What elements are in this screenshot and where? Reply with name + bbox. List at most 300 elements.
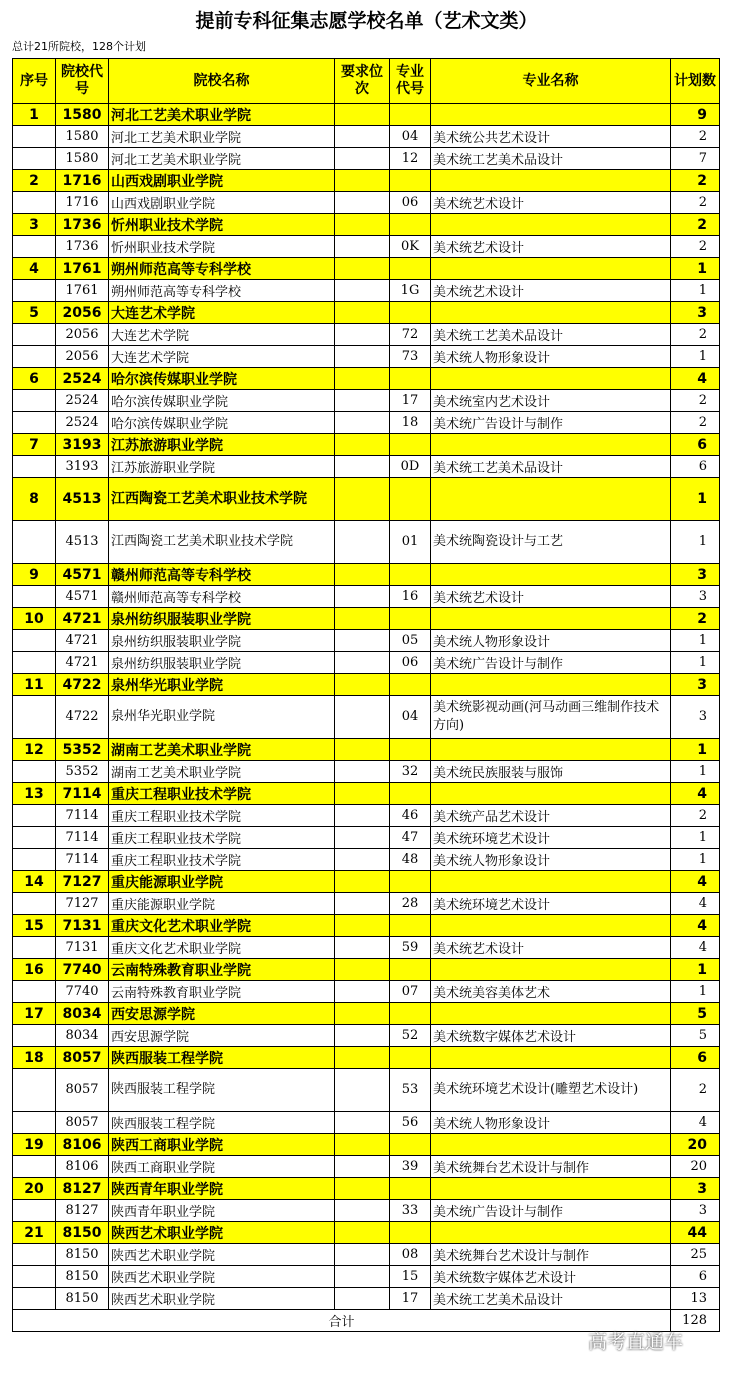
cell-school-code: 4722 xyxy=(56,674,109,696)
cell-school-name: 河北工艺美术职业学院 xyxy=(109,104,335,126)
school-group-row xyxy=(13,608,720,630)
cell-school-name: 重庆文化艺术职业学院 xyxy=(109,937,335,959)
cell-plan-count: 1 xyxy=(671,521,720,564)
school-group-row xyxy=(13,104,720,126)
cell-major-code: 53 xyxy=(390,1069,431,1112)
cell-seq xyxy=(13,1266,56,1288)
cell-seq xyxy=(13,324,56,346)
cell-seq xyxy=(13,981,56,1003)
cell-required-rank xyxy=(335,478,390,521)
cell-major-name: 美术统工艺美术品设计 xyxy=(431,148,671,170)
cell-required-rank xyxy=(335,696,390,739)
cell-major-code xyxy=(390,1003,431,1025)
cell-major-name: 美术统数字媒体艺术设计 xyxy=(431,1025,671,1047)
cell-required-rank xyxy=(335,1178,390,1200)
major-detail-row xyxy=(13,1266,720,1288)
major-detail-row xyxy=(13,849,720,871)
school-list-table xyxy=(12,58,720,1332)
major-detail-row xyxy=(13,1069,720,1112)
cell-school-code: 4513 xyxy=(56,521,109,564)
cell-plan-count: 1 xyxy=(671,346,720,368)
cell-school-name: 云南特殊教育职业学院 xyxy=(109,981,335,1003)
cell-school-name: 陕西工商职业学院 xyxy=(109,1156,335,1178)
cell-school-name: 忻州职业技术学院 xyxy=(109,236,335,258)
cell-major-code: 59 xyxy=(390,937,431,959)
summary-text: 总计21所院校，128个计划 xyxy=(12,40,146,53)
cell-plan-count: 4 xyxy=(671,893,720,915)
cell-seq xyxy=(13,1025,56,1047)
cell-plan-count: 3 xyxy=(671,674,720,696)
cell-major-name xyxy=(431,739,671,761)
cell-school-name: 山西戏剧职业学院 xyxy=(109,192,335,214)
cell-school-name: 陕西服装工程学院 xyxy=(109,1112,335,1134)
cell-required-rank xyxy=(335,346,390,368)
cell-school-code: 4721 xyxy=(56,652,109,674)
table-header xyxy=(13,59,720,104)
cell-plan-count: 2 xyxy=(671,214,720,236)
cell-school-code: 5352 xyxy=(56,761,109,783)
cell-school-code: 8106 xyxy=(56,1134,109,1156)
cell-school-name: 大连艺术学院 xyxy=(109,346,335,368)
cell-seq xyxy=(13,192,56,214)
cell-plan-count: 3 xyxy=(671,586,720,608)
cell-plan-count: 1 xyxy=(671,630,720,652)
cell-school-name: 江西陶瓷工艺美术职业技术学院 xyxy=(109,521,335,564)
cell-seq: 8 xyxy=(13,478,56,521)
cell-major-code xyxy=(390,1222,431,1244)
cell-major-name xyxy=(431,674,671,696)
cell-major-code: 05 xyxy=(390,630,431,652)
cell-seq xyxy=(13,148,56,170)
cell-major-code xyxy=(390,871,431,893)
cell-school-name: 湖南工艺美术职业学院 xyxy=(109,761,335,783)
cell-major-name: 美术统人物形象设计 xyxy=(431,630,671,652)
cell-major-code: 08 xyxy=(390,1244,431,1266)
cell-required-rank xyxy=(335,324,390,346)
major-detail-row xyxy=(13,586,720,608)
cell-school-code: 8057 xyxy=(56,1112,109,1134)
cell-plan-count: 2 xyxy=(671,170,720,192)
cell-required-rank xyxy=(335,1288,390,1310)
school-group-row xyxy=(13,478,720,521)
cell-school-name: 江苏旅游职业学院 xyxy=(109,434,335,456)
cell-major-code: 28 xyxy=(390,893,431,915)
cell-major-name xyxy=(431,434,671,456)
school-group-row xyxy=(13,214,720,236)
cell-seq: 20 xyxy=(13,1178,56,1200)
cell-school-name: 忻州职业技术学院 xyxy=(109,214,335,236)
cell-required-rank xyxy=(335,258,390,280)
cell-seq xyxy=(13,1244,56,1266)
cell-major-code: 04 xyxy=(390,696,431,739)
cell-seq xyxy=(13,280,56,302)
cell-major-code xyxy=(390,959,431,981)
cell-required-rank xyxy=(335,1112,390,1134)
cell-school-code: 8150 xyxy=(56,1222,109,1244)
cell-required-rank xyxy=(335,456,390,478)
cell-required-rank xyxy=(335,608,390,630)
cell-seq xyxy=(13,1156,56,1178)
major-detail-row xyxy=(13,280,720,302)
cell-major-name: 美术统艺术设计 xyxy=(431,937,671,959)
cell-major-code xyxy=(390,1178,431,1200)
cell-school-code: 2056 xyxy=(56,324,109,346)
header-major-code: 专业代号 xyxy=(390,59,431,104)
cell-major-code xyxy=(390,1047,431,1069)
cell-major-name xyxy=(431,608,671,630)
cell-major-code: 07 xyxy=(390,981,431,1003)
cell-major-name: 美术统环境艺术设计 xyxy=(431,893,671,915)
cell-major-name xyxy=(431,915,671,937)
cell-major-code xyxy=(390,739,431,761)
cell-school-code: 2524 xyxy=(56,412,109,434)
school-group-row xyxy=(13,1222,720,1244)
cell-major-name: 美术统舞台艺术设计与制作 xyxy=(431,1244,671,1266)
cell-major-code xyxy=(390,478,431,521)
cell-school-name: 湖南工艺美术职业学院 xyxy=(109,739,335,761)
cell-major-name xyxy=(431,1178,671,1200)
cell-major-code: 0K xyxy=(390,236,431,258)
cell-major-name: 美术统影视动画(河马动画三维制作技术方向) xyxy=(431,696,671,739)
cell-plan-count: 1 xyxy=(671,849,720,871)
cell-major-code: 06 xyxy=(390,652,431,674)
cell-required-rank xyxy=(335,434,390,456)
cell-required-rank xyxy=(335,214,390,236)
cell-required-rank xyxy=(335,104,390,126)
cell-required-rank xyxy=(335,915,390,937)
cell-school-code: 8057 xyxy=(56,1047,109,1069)
cell-school-name: 陕西艺术职业学院 xyxy=(109,1244,335,1266)
major-detail-row xyxy=(13,805,720,827)
cell-school-code: 1736 xyxy=(56,214,109,236)
cell-school-code: 4721 xyxy=(56,630,109,652)
cell-seq xyxy=(13,630,56,652)
cell-seq: 7 xyxy=(13,434,56,456)
cell-required-rank xyxy=(335,412,390,434)
cell-school-code: 8150 xyxy=(56,1266,109,1288)
cell-school-code: 8057 xyxy=(56,1069,109,1112)
cell-school-code: 8150 xyxy=(56,1244,109,1266)
cell-seq xyxy=(13,827,56,849)
cell-school-name: 江西陶瓷工艺美术职业技术学院 xyxy=(109,478,335,521)
cell-required-rank xyxy=(335,674,390,696)
cell-school-name: 重庆能源职业学院 xyxy=(109,871,335,893)
cell-major-code: 52 xyxy=(390,1025,431,1047)
cell-seq: 2 xyxy=(13,170,56,192)
cell-required-rank xyxy=(335,981,390,1003)
cell-plan-count: 4 xyxy=(671,937,720,959)
cell-school-name: 江苏旅游职业学院 xyxy=(109,456,335,478)
cell-required-rank xyxy=(335,783,390,805)
cell-school-name: 陕西艺术职业学院 xyxy=(109,1266,335,1288)
cell-plan-count: 44 xyxy=(671,1222,720,1244)
cell-school-name: 泉州纺织服装职业学院 xyxy=(109,608,335,630)
cell-school-name: 重庆工程职业技术学院 xyxy=(109,827,335,849)
header-required-rank: 要求位次 xyxy=(335,59,390,104)
cell-required-rank xyxy=(335,1025,390,1047)
cell-major-name: 美术统工艺美术品设计 xyxy=(431,1288,671,1310)
cell-required-rank xyxy=(335,1003,390,1025)
cell-school-code: 4513 xyxy=(56,478,109,521)
cell-school-code: 8127 xyxy=(56,1178,109,1200)
cell-seq xyxy=(13,937,56,959)
cell-plan-count: 2 xyxy=(671,805,720,827)
cell-major-code xyxy=(390,368,431,390)
cell-school-name: 云南特殊教育职业学院 xyxy=(109,959,335,981)
cell-major-name: 美术统艺术设计 xyxy=(431,236,671,258)
cell-major-code: 48 xyxy=(390,849,431,871)
cell-major-name: 美术统人物形象设计 xyxy=(431,849,671,871)
cell-required-rank xyxy=(335,893,390,915)
school-group-row xyxy=(13,170,720,192)
major-detail-row xyxy=(13,236,720,258)
cell-school-code: 3193 xyxy=(56,456,109,478)
cell-major-code xyxy=(390,258,431,280)
cell-school-code: 1716 xyxy=(56,170,109,192)
cell-major-name: 美术统室内艺术设计 xyxy=(431,390,671,412)
major-detail-row xyxy=(13,696,720,739)
cell-major-name: 美术统广告设计与制作 xyxy=(431,412,671,434)
cell-seq: 11 xyxy=(13,674,56,696)
cell-seq: 9 xyxy=(13,564,56,586)
cell-school-code: 7114 xyxy=(56,805,109,827)
cell-seq: 17 xyxy=(13,1003,56,1025)
cell-major-name: 美术统公共艺术设计 xyxy=(431,126,671,148)
cell-required-rank xyxy=(335,871,390,893)
major-detail-row xyxy=(13,456,720,478)
major-detail-row xyxy=(13,893,720,915)
cell-plan-count: 7 xyxy=(671,148,720,170)
cell-plan-count: 2 xyxy=(671,324,720,346)
cell-plan-count: 2 xyxy=(671,236,720,258)
cell-major-name: 美术统民族服装与服饰 xyxy=(431,761,671,783)
cell-seq xyxy=(13,126,56,148)
cell-school-code: 1761 xyxy=(56,258,109,280)
cell-major-name: 美术统工艺美术品设计 xyxy=(431,456,671,478)
cell-school-code: 1580 xyxy=(56,148,109,170)
cell-school-name: 大连艺术学院 xyxy=(109,324,335,346)
cell-major-name: 美术统陶瓷设计与工艺 xyxy=(431,521,671,564)
cell-school-name: 河北工艺美术职业学院 xyxy=(109,148,335,170)
cell-required-rank xyxy=(335,1244,390,1266)
cell-seq xyxy=(13,586,56,608)
cell-school-name: 大连艺术学院 xyxy=(109,302,335,324)
cell-school-name: 陕西服装工程学院 xyxy=(109,1047,335,1069)
school-group-row xyxy=(13,871,720,893)
cell-major-name: 美术统艺术设计 xyxy=(431,192,671,214)
cell-major-name xyxy=(431,1047,671,1069)
cell-plan-count: 1 xyxy=(671,258,720,280)
cell-plan-count: 20 xyxy=(671,1156,720,1178)
cell-major-code: 16 xyxy=(390,586,431,608)
cell-school-code: 8106 xyxy=(56,1156,109,1178)
cell-major-name xyxy=(431,368,671,390)
school-group-row xyxy=(13,1134,720,1156)
cell-plan-count: 4 xyxy=(671,1112,720,1134)
cell-major-name: 美术统环境艺术设计 xyxy=(431,827,671,849)
cell-school-name: 泉州华光职业学院 xyxy=(109,696,335,739)
cell-major-code xyxy=(390,1134,431,1156)
cell-school-name: 陕西工商职业学院 xyxy=(109,1134,335,1156)
cell-required-rank xyxy=(335,170,390,192)
cell-required-rank xyxy=(335,1134,390,1156)
cell-required-rank xyxy=(335,937,390,959)
cell-school-name: 西安思源学院 xyxy=(109,1025,335,1047)
cell-seq: 6 xyxy=(13,368,56,390)
cell-school-code: 1716 xyxy=(56,192,109,214)
cell-plan-count: 3 xyxy=(671,696,720,739)
major-detail-row xyxy=(13,412,720,434)
cell-seq xyxy=(13,412,56,434)
cell-seq xyxy=(13,1069,56,1112)
cell-plan-count: 1 xyxy=(671,652,720,674)
major-detail-row xyxy=(13,390,720,412)
cell-seq: 15 xyxy=(13,915,56,937)
major-detail-row xyxy=(13,981,720,1003)
school-group-row xyxy=(13,1047,720,1069)
cell-major-name xyxy=(431,104,671,126)
cell-required-rank xyxy=(335,761,390,783)
cell-required-rank xyxy=(335,302,390,324)
cell-major-code: 17 xyxy=(390,390,431,412)
major-detail-row xyxy=(13,630,720,652)
cell-school-code: 4571 xyxy=(56,586,109,608)
cell-major-code xyxy=(390,104,431,126)
school-group-row xyxy=(13,564,720,586)
cell-major-code xyxy=(390,434,431,456)
cell-major-code xyxy=(390,608,431,630)
school-group-row xyxy=(13,674,720,696)
cell-major-name: 美术统人物形象设计 xyxy=(431,1112,671,1134)
cell-school-code: 7114 xyxy=(56,827,109,849)
cell-major-code: 32 xyxy=(390,761,431,783)
cell-school-name: 重庆工程职业技术学院 xyxy=(109,805,335,827)
cell-major-code: 72 xyxy=(390,324,431,346)
cell-plan-count: 2 xyxy=(671,608,720,630)
cell-seq: 21 xyxy=(13,1222,56,1244)
cell-school-code: 2056 xyxy=(56,346,109,368)
cell-major-name xyxy=(431,959,671,981)
cell-major-code: 01 xyxy=(390,521,431,564)
cell-school-code: 8034 xyxy=(56,1003,109,1025)
cell-seq xyxy=(13,521,56,564)
cell-school-name: 哈尔滨传媒职业学院 xyxy=(109,368,335,390)
cell-school-name: 陕西青年职业学院 xyxy=(109,1200,335,1222)
cell-plan-count: 6 xyxy=(671,456,720,478)
cell-plan-count: 2 xyxy=(671,412,720,434)
cell-school-code: 4571 xyxy=(56,564,109,586)
cell-major-name xyxy=(431,783,671,805)
cell-school-code: 2524 xyxy=(56,390,109,412)
major-detail-row xyxy=(13,148,720,170)
cell-plan-count: 2 xyxy=(671,126,720,148)
cell-major-code: 33 xyxy=(390,1200,431,1222)
cell-major-name xyxy=(431,1134,671,1156)
cell-major-name xyxy=(431,1003,671,1025)
cell-seq: 19 xyxy=(13,1134,56,1156)
cell-plan-count: 1 xyxy=(671,981,720,1003)
cell-school-code: 1580 xyxy=(56,126,109,148)
major-detail-row xyxy=(13,1112,720,1134)
cell-school-code: 7127 xyxy=(56,871,109,893)
header-school-code: 院校代号 xyxy=(56,59,109,104)
major-detail-row xyxy=(13,324,720,346)
cell-school-code: 4721 xyxy=(56,608,109,630)
cell-plan-count: 6 xyxy=(671,1266,720,1288)
cell-major-code: 47 xyxy=(390,827,431,849)
cell-major-name: 美术统数字媒体艺术设计 xyxy=(431,1266,671,1288)
cell-seq xyxy=(13,652,56,674)
cell-school-name: 重庆工程职业技术学院 xyxy=(109,849,335,871)
cell-required-rank xyxy=(335,849,390,871)
cell-school-code: 5352 xyxy=(56,739,109,761)
cell-required-rank xyxy=(335,739,390,761)
total-plan: 128 xyxy=(671,1310,720,1332)
cell-school-name: 陕西艺术职业学院 xyxy=(109,1222,335,1244)
cell-seq: 13 xyxy=(13,783,56,805)
major-detail-row xyxy=(13,346,720,368)
cell-school-name: 河北工艺美术职业学院 xyxy=(109,126,335,148)
cell-major-code: 0D xyxy=(390,456,431,478)
cell-plan-count: 1 xyxy=(671,478,720,521)
cell-major-name: 美术统广告设计与制作 xyxy=(431,1200,671,1222)
page-title: 提前专科征集志愿学校名单（艺术文类） xyxy=(195,10,538,32)
cell-school-code: 7131 xyxy=(56,915,109,937)
cell-seq xyxy=(13,1288,56,1310)
cell-plan-count: 1 xyxy=(671,827,720,849)
cell-required-rank xyxy=(335,959,390,981)
major-detail-row xyxy=(13,652,720,674)
cell-major-code xyxy=(390,564,431,586)
cell-major-code: 18 xyxy=(390,412,431,434)
cell-major-code: 17 xyxy=(390,1288,431,1310)
cell-major-name xyxy=(431,871,671,893)
cell-plan-count: 25 xyxy=(671,1244,720,1266)
cell-major-name xyxy=(431,478,671,521)
cell-school-name: 陕西艺术职业学院 xyxy=(109,1288,335,1310)
cell-plan-count: 13 xyxy=(671,1288,720,1310)
cell-plan-count: 5 xyxy=(671,1025,720,1047)
cell-seq: 5 xyxy=(13,302,56,324)
cell-required-rank xyxy=(335,368,390,390)
watermark-logo: 高考直通车 xyxy=(588,1331,684,1353)
school-group-row xyxy=(13,368,720,390)
cell-seq xyxy=(13,849,56,871)
cell-major-code: 12 xyxy=(390,148,431,170)
cell-plan-count: 3 xyxy=(671,1200,720,1222)
cell-major-code: 56 xyxy=(390,1112,431,1134)
major-detail-row xyxy=(13,827,720,849)
cell-major-name: 美术统环境艺术设计(雕塑艺术设计) xyxy=(431,1069,671,1112)
cell-required-rank xyxy=(335,390,390,412)
cell-major-name: 美术统艺术设计 xyxy=(431,280,671,302)
cell-seq xyxy=(13,696,56,739)
cell-school-name: 朔州师范高等专科学校 xyxy=(109,280,335,302)
cell-school-code: 7740 xyxy=(56,981,109,1003)
cell-major-name: 美术统美容美体艺术 xyxy=(431,981,671,1003)
cell-major-code: 04 xyxy=(390,126,431,148)
cell-major-code xyxy=(390,915,431,937)
cell-school-code: 7114 xyxy=(56,849,109,871)
cell-major-code: 06 xyxy=(390,192,431,214)
cell-major-code xyxy=(390,674,431,696)
cell-plan-count: 5 xyxy=(671,1003,720,1025)
cell-major-code xyxy=(390,214,431,236)
cell-plan-count: 1 xyxy=(671,739,720,761)
cell-seq: 10 xyxy=(13,608,56,630)
cell-required-rank xyxy=(335,192,390,214)
cell-school-code: 2524 xyxy=(56,368,109,390)
